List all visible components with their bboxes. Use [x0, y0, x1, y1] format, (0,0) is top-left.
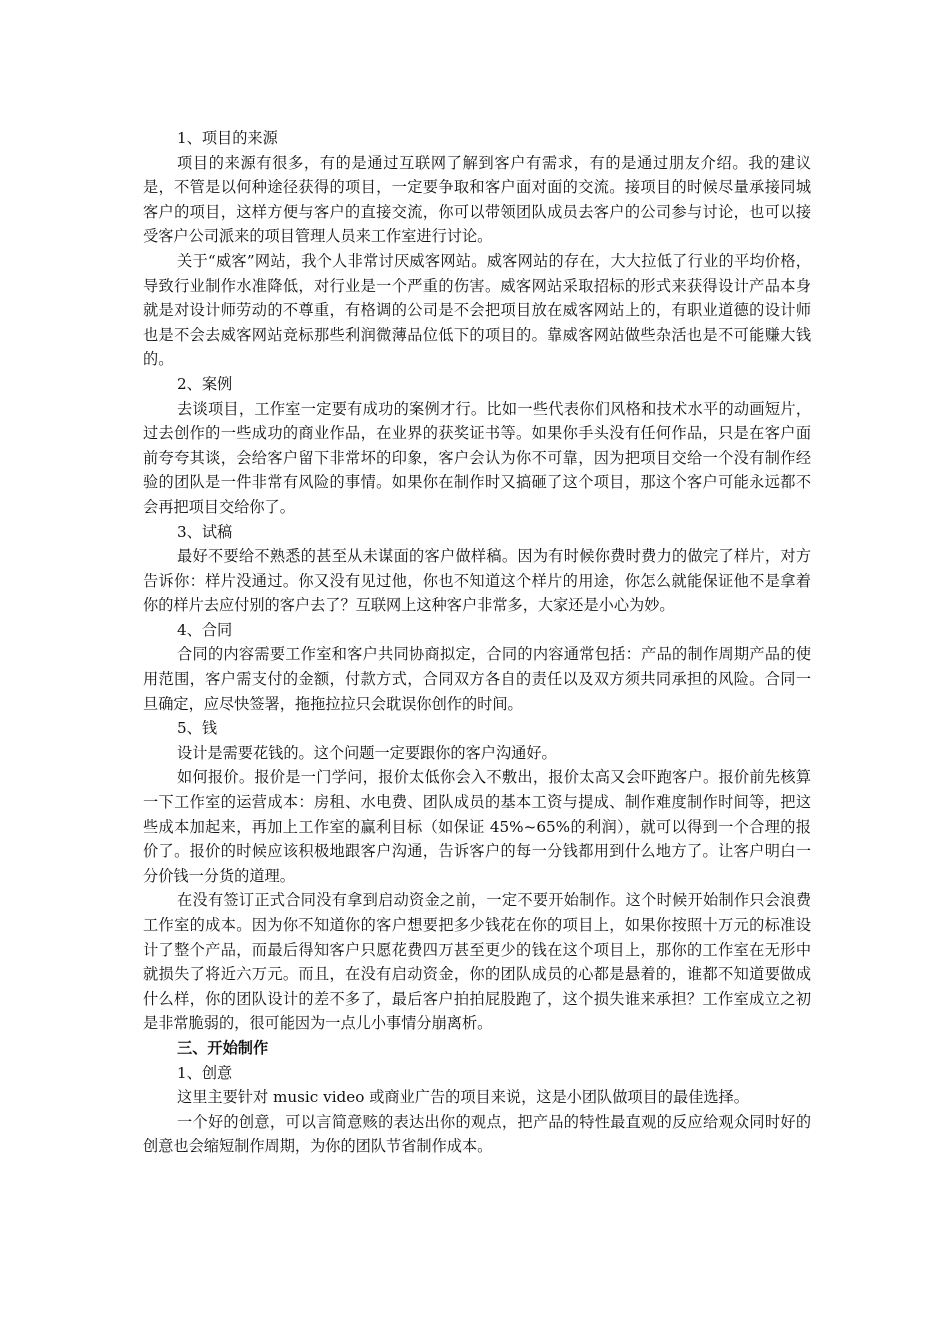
chapter-heading: 三、开始制作 — [177, 1038, 269, 1057]
section-heading: 2、案例 — [177, 374, 233, 393]
paragraph: 这里主要针对 music video 或商业广告的项目来说，这是小团队做项目的最佳选择。 — [177, 1088, 749, 1107]
paragraph: 一个好的创意，可以言简意赅的表达出你的观点，把产品的特性最直观的反应给观众同时好的创意也会缩短制作周期，为你的团队节省制作成本。 — [143, 1112, 811, 1156]
section-heading: 1、创意 — [177, 1063, 233, 1082]
paragraph: 如何报价。报价是一门学问，报价太低你会入不敷出，报价太高又会吓跑客户。报价前先核算一下工作室的运营成本：房租、水电费、团队成员的基本工资与提成、制作难度制作时间等，把这些成本加起来，再加上工作室的赢利目标（如保证 45%~65%的利润），就可以得到一个合理的报价了。报价的时候应该积极地跟客户沟通，告诉客户的每一分钱都用到什么地方了。让客户明白一分价钱一分货的道理。 — [143, 768, 811, 885]
paragraph: 合同的内容需要工作室和客户共同协商拟定，合同的内容通常包括：产品的制作周期产品的使用范围，客户需支付的金额，付款方式，合同双方各自的责任以及双方须共同承担的风险。合同一旦确定，应尽快签署，拖拖拉拉只会耽误你创作的时间。 — [143, 645, 811, 713]
section-heading: 3、试稿 — [177, 522, 233, 541]
paragraph: 最好不要给不熟悉的甚至从未谋面的客户做样稿。因为有时候你费时费力的做完了样片，对方告诉你：样片没通过。你又没有见过他，你也不知道这个样片的用途，你怎么就能保证他不是拿着你的样片去应付别的客户去了？互联网上这种客户非常多，大家还是小心为妙。 — [143, 547, 811, 615]
section-heading: 1、项目的来源 — [177, 129, 278, 147]
paragraph: 在没有签订正式合同没有拿到启动资金之前，一定不要开始制作。这个时候开始制作只会浪费工作室的成本。因为你不知道你的客户想要把多少钱花在你的项目上，如果你按照十万元的标准设计了整个产品，而最后得知客户只愿花费四万甚至更少的钱在这个项目上，那你的工作室在无形中就损失了将近六万元。而且，在没有启动资金，你的团队成员的心都是悬着的，谁都不知道要做成什么样，你的团队设计的差不多了，最后客户拍拍屁股跑了，这个损失谁来承担？工作室成立之初是非常脆弱的，很可能因为一点儿小事情分崩离析。 — [143, 891, 811, 1033]
section-heading: 4、合同 — [177, 620, 233, 639]
document-page — [143, 126, 811, 1159]
section-heading: 5、钱 — [177, 719, 218, 738]
paragraph: 去谈项目，工作室一定要有成功的案例才行。比如一些代表你们风格和技术水平的动画短片，过去创作的一些成功的商业作品，在业界的获奖证书等。如果你手头没有任何作品，只是在客户面前夸夸其谈，会给客户留下非常坏的印象，客户会认为你不可靠，因为把项目交给一个没有制作经验的团队是一件非常有风险的事情。如果你在制作时又搞砸了这个项目，那这个客户可能永远都不会再把项目交给你了。 — [143, 399, 811, 516]
paragraph: 项目的来源有很多，有的是通过互联网了解到客户有需求，有的是通过朋友介绍。我的建议是，不管是以何种途径获得的项目，一定要争取和客户面对面的交流。接项目的时候尽量承接同城客户的项目，这样方便与客户的直接交流，你可以带领团队成员去客户的公司参与讨论，也可以接受客户公司派来的项目管理人员来工作室进行讨论。 — [143, 153, 811, 246]
paragraph: 设计是需要花钱的。这个问题一定要跟你的客户沟通好。 — [177, 743, 557, 762]
paragraph: 关于“威客”网站，我个人非常讨厌威客网站。威客网站的存在，大大拉低了行业的平均价格，导致行业制作水准降低，对行业是一个严重的伤害。威客网站采取招标的形式来获得设计产品本身就是对设计师劳动的不尊重，有格调的公司是不会把项目放在威客网站上的，有职业道德的设计师也是不会去威客网站竞标那些利润微薄品位低下的项目的。靠威客网站做些杂活也是不可能赚大钱的。 — [143, 251, 811, 369]
